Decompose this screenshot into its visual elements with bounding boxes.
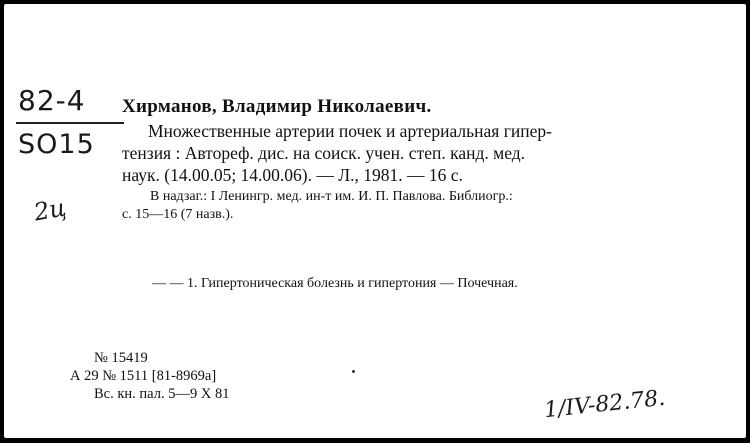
title-block xyxy=(122,120,722,186)
shelf-code: А 29 № 1511 [81-8969а] xyxy=(70,368,217,384)
note-block xyxy=(122,188,722,224)
speck xyxy=(352,370,355,373)
handwritten-call-number-top: 82-4 xyxy=(18,84,86,117)
author-heading: Хирманов, Владимир Николаевич. xyxy=(122,96,432,117)
codes-block xyxy=(70,349,229,403)
subject-heading: — — 1. Гипертоническая болезнь и гипертония — Почечная. xyxy=(152,276,518,291)
call-number-divider xyxy=(16,122,124,124)
title-line-3: наук. (14.00.05; 14.00.06). — Л., 1981. — 16 с. xyxy=(122,165,463,185)
title-line-1: Множественные артерии почек и артериальная гипер- xyxy=(148,121,552,141)
handwritten-initials: 2ц xyxy=(31,193,69,227)
handwritten-date: 1/IV-82.78. xyxy=(543,385,667,424)
title-line-2: тензия : Автореф. дис. на соиск. учен. степ. канд. мед. xyxy=(122,143,526,163)
catalog-card xyxy=(4,4,746,438)
record-number: № 15419 xyxy=(94,350,148,366)
registration-code: Вс. кн. пал. 5—9 Х 81 xyxy=(94,386,230,402)
handwritten-call-number-bottom: SO15 xyxy=(18,129,95,160)
note-line-2: с. 15—16 (7 назв.). xyxy=(122,207,234,222)
note-line-1: В надзаг.: I Ленингр. мед. ин-т им. И. П. Павлова. Библиогр.: xyxy=(150,189,513,204)
